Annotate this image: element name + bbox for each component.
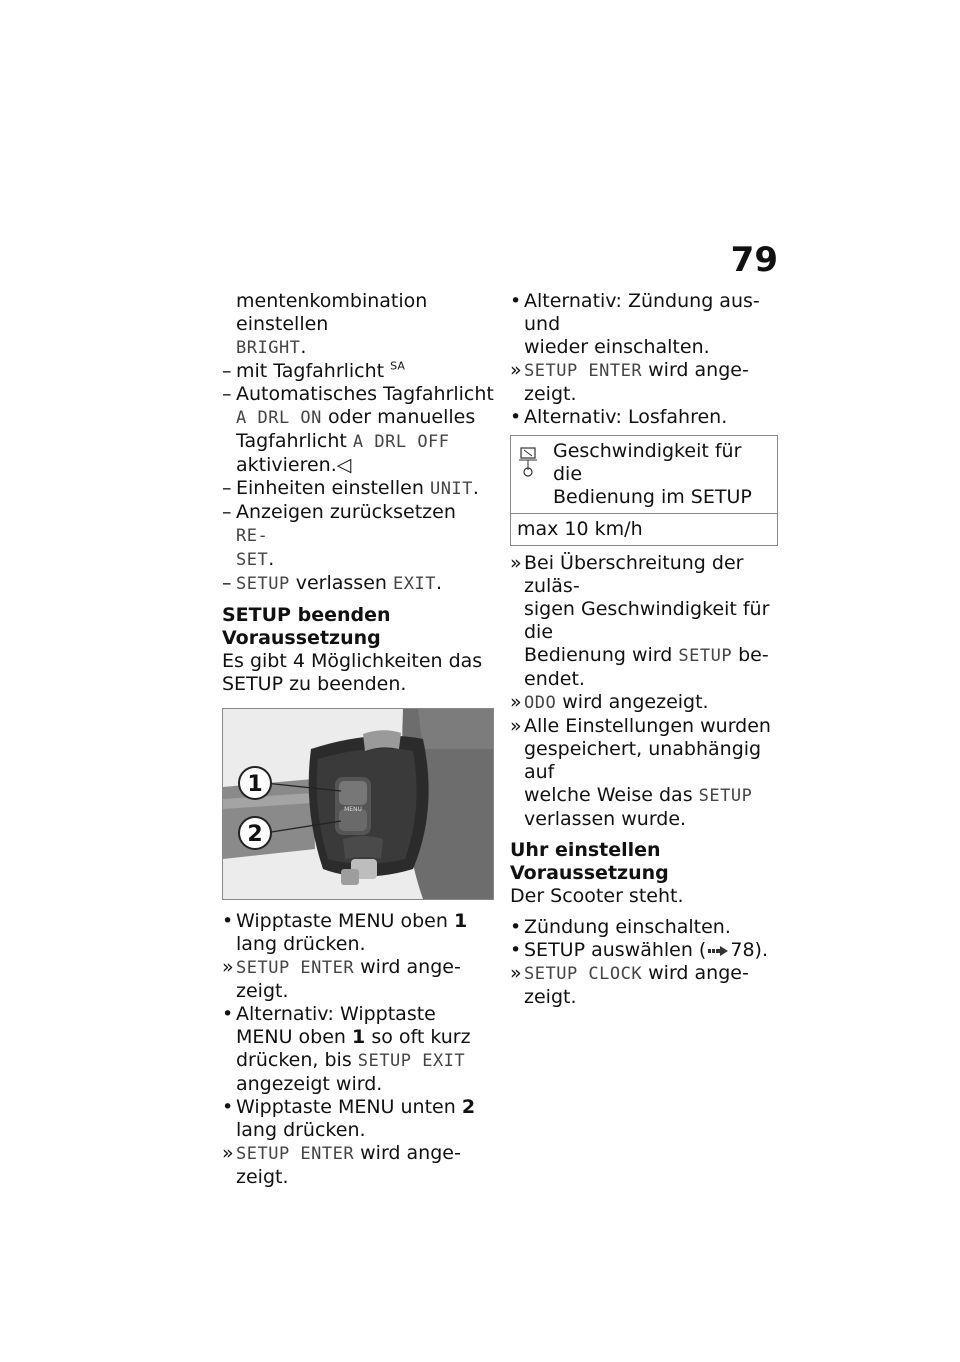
- list-item: • Wipptaste MENU unten 2: [222, 1096, 476, 1118]
- left-column: [222, 290, 494, 1189]
- text-line: zeigt.: [524, 383, 577, 405]
- text-line: A DRL ON oder manuelles: [236, 406, 476, 428]
- result-item: » SETUP CLOCK wird ange-: [510, 962, 749, 984]
- text-line: lang drücken.: [236, 933, 366, 955]
- list-item: – Anzeigen zurücksetzen RE-: [222, 501, 456, 546]
- text-line: wieder einschalten.: [524, 336, 710, 358]
- list-item: • Alternativ: Zündung aus- und: [510, 290, 760, 335]
- text-line: welche Weise das SETUP: [524, 784, 753, 806]
- list-item: • SETUP auswählen ( 78).: [510, 939, 768, 961]
- menu-button-label: MENU: [344, 806, 362, 813]
- text-line: verlassen wurde.: [524, 808, 687, 830]
- paragraph-line: Der Scooter steht.: [510, 885, 684, 907]
- text-line: Tagfahrlicht A DRL OFF: [236, 430, 450, 452]
- text-line: zeigt.: [236, 1166, 289, 1188]
- text-line: drücken, bis SETUP EXIT: [236, 1049, 466, 1071]
- text-line: sigen Geschwindigkeit für die: [524, 598, 770, 643]
- subsection-heading: Voraussetzung: [510, 862, 669, 884]
- text-line: endet.: [524, 668, 585, 690]
- result-item: » Alle Einstellungen wurden: [510, 715, 771, 737]
- list-item: • Zündung einschalten.: [510, 916, 731, 938]
- text-line: aktivieren.◁: [236, 454, 352, 476]
- callout-1: 1: [247, 772, 263, 797]
- special-equipment-mark: SA: [390, 359, 405, 373]
- list-item: • Alternativ: Losfahren.: [510, 406, 728, 428]
- paragraph-line: Es gibt 4 Möglichkeiten das: [222, 650, 483, 672]
- subsection-heading: Voraussetzung: [222, 627, 381, 649]
- speed-limit-box: [510, 435, 778, 546]
- result-item: » SETUP ENTER wird ange-: [510, 359, 749, 381]
- text-line: zeigt.: [524, 986, 577, 1008]
- list-item: • Wipptaste MENU oben 1: [222, 910, 468, 932]
- page-reference-arrow-icon: [706, 944, 730, 958]
- section-heading: Uhr einstellen: [510, 839, 661, 861]
- note-title: Geschwindigkeit für die: [553, 440, 742, 485]
- result-item: » SETUP ENTER wird ange-: [222, 1142, 461, 1164]
- result-item: » SETUP ENTER wird ange-: [222, 956, 461, 978]
- list-item: – Automatisches Tagfahrlicht: [222, 383, 494, 405]
- speed-limit-value: max 10 km/h: [517, 518, 643, 540]
- text-line: MENU oben 1 so oft kurz: [236, 1026, 471, 1048]
- page-number: 79: [730, 240, 778, 280]
- list-item: • Alternativ: Wipptaste: [222, 1003, 436, 1025]
- note-title: Bedienung im SETUP: [553, 486, 752, 508]
- speedometer-icon: [517, 440, 553, 509]
- text-line: gespeichert, unabhängig auf: [524, 738, 762, 783]
- result-item: » ODO wird angezeigt.: [510, 691, 709, 713]
- list-item: – SETUP verlassen EXIT.: [222, 572, 442, 594]
- result-item: » Bei Überschreitung der zuläs-: [510, 552, 744, 597]
- text-line: angezeigt wird.: [236, 1073, 383, 1095]
- paragraph-line: SETUP zu beenden.: [222, 673, 407, 695]
- list-item: – mit Tagfahrlicht $^{SA}$: [222, 359, 405, 382]
- text-line: SET.: [236, 548, 275, 570]
- callout-2: 2: [247, 822, 263, 847]
- handlebar-switch-illustration: [223, 709, 493, 899]
- text-line: zeigt.: [236, 980, 289, 1002]
- list-item: – Einheiten einstellen UNIT.: [222, 477, 479, 499]
- text-line: Bedienung wird SETUP be-: [524, 644, 769, 666]
- text-line: lang drücken.: [236, 1119, 366, 1141]
- handlebar-switch-figure: [222, 708, 494, 900]
- text-line: mentenkombination einstellen: [236, 290, 428, 335]
- section-heading: SETUP beenden: [222, 604, 391, 626]
- right-column: [510, 290, 778, 1009]
- text-line: BRIGHT.: [236, 336, 307, 358]
